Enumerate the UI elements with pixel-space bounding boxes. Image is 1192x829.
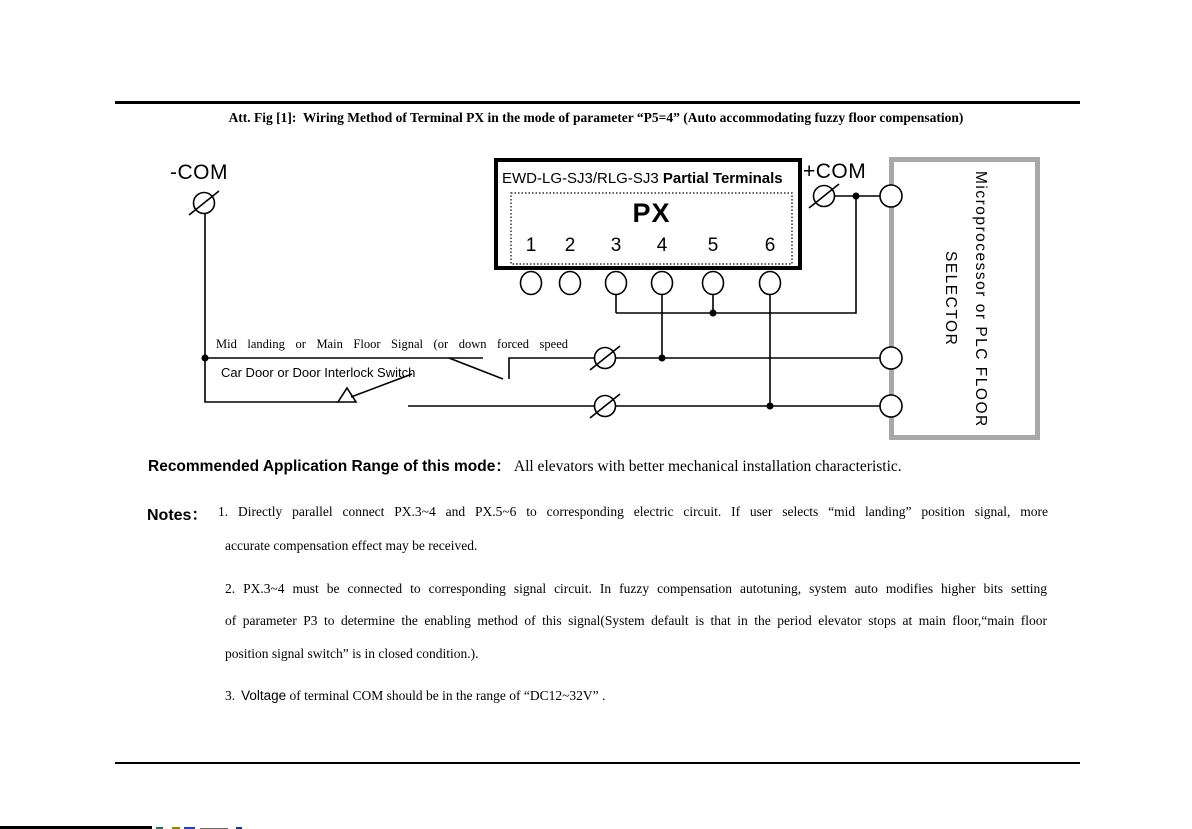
- terminal-number-3: 3: [610, 235, 622, 256]
- terminal-circles: [521, 272, 781, 295]
- notes-label: Notes：: [147, 507, 208, 524]
- car-door-switch-label: Car Door or Door Interlock Switch: [221, 365, 416, 380]
- terminal-number-6: 6: [764, 235, 776, 256]
- terminal-number-4: 4: [656, 235, 668, 256]
- figure-title: Att. Fig [1]: Wiring Method of Terminal PX in the mode of parameter “P5=4” (Auto accommodating fuzzy floor compensation): [228, 110, 964, 125]
- application-range-text: All elevators with better mechanical installation characteristic.: [510, 458, 902, 475]
- terminal-box-title-model: EWD-LG-SJ3/RLG-SJ3: [502, 170, 663, 187]
- terminal-box-title: [502, 170, 798, 187]
- note-3-number: 3.: [225, 688, 236, 703]
- switch-blade: [449, 358, 503, 379]
- note-3-text: of terminal COM should be in the range of “DC12~32V” .: [286, 688, 606, 703]
- note-2-line-2: of parameter P3 to determine the enabling method of this signal(System default is that in the period elevator stops at main floor,“main floor: [225, 613, 1047, 628]
- application-range-label: Recommended Application Range of this mode：: [148, 458, 511, 475]
- terminal-number-1: 1: [525, 235, 537, 256]
- selector-box-label-line2: SELECTOR: [942, 251, 959, 347]
- terminal-number-2: 2: [564, 235, 576, 256]
- car-door-switch: [338, 374, 880, 418]
- note-2-line-1: 2. PX.3~4 must be connected to corresponding signal circuit. In fuzzy compensation autotuning, system auto modifies higher bits setting: [225, 581, 1047, 596]
- terminal-box-title-suffix: Partial Terminals: [662, 170, 783, 187]
- selector-box-label: [935, 164, 995, 434]
- pos-com-label: +COM: [803, 160, 867, 183]
- px-group-label: PX: [632, 198, 671, 228]
- mid-landing-signal-label: Mid landing or Main Floor Signal (or down forced speed: [216, 337, 568, 351]
- terminal-number-5: 5: [707, 235, 719, 256]
- neg-com-label: -COM: [170, 161, 228, 184]
- switch-pivot-triangle: [338, 388, 356, 402]
- selector-box-label-line1: Microprocessor or PLC FLOOR: [972, 170, 989, 428]
- note-1-line-2: accurate compensation effect may be received.: [225, 538, 478, 553]
- note-2-line-3: position signal switch” is in closed condition.).: [225, 646, 479, 661]
- note-1-line-1: 1. Directly parallel connect PX.3~4 and PX.5~6 to corresponding electric circuit. If user selects “mid landing” position signal, more: [218, 504, 1048, 519]
- note-3-voltage-word: Voltage: [241, 688, 287, 703]
